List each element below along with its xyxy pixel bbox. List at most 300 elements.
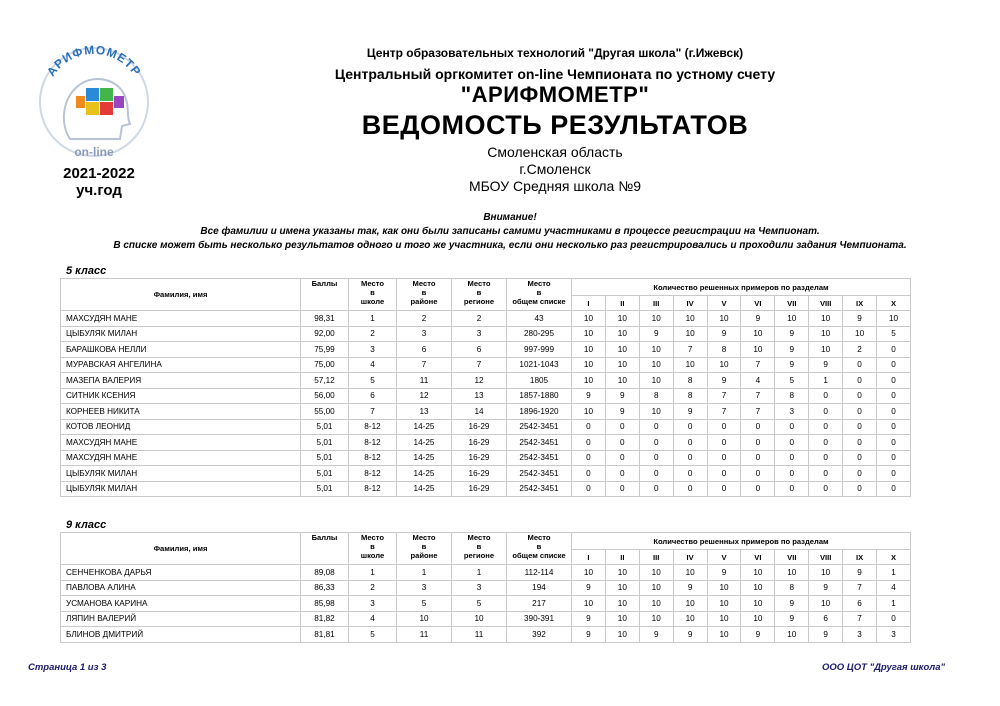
section-count: 0 xyxy=(605,419,639,435)
section-count: 10 xyxy=(741,596,775,612)
section-count: 1 xyxy=(809,373,843,389)
region-place: 11 xyxy=(452,627,507,643)
participant-name: КОРНЕЕВ НИКИТА xyxy=(61,404,301,420)
section-header: X xyxy=(877,296,911,311)
school-place: 8-12 xyxy=(349,435,397,451)
section-count: 10 xyxy=(639,596,673,612)
section-count: 10 xyxy=(605,326,639,342)
section-count: 10 xyxy=(741,580,775,596)
section-count: 10 xyxy=(605,627,639,643)
section-count: 0 xyxy=(843,388,877,404)
score: 85,98 xyxy=(301,596,349,612)
participant-name: СИТНИК КСЕНИЯ xyxy=(61,388,301,404)
district-place: 14-25 xyxy=(397,435,452,451)
participant-name: МАХСУДЯН МАНЕ xyxy=(61,435,301,451)
col-school-place-header: Место в школе xyxy=(349,279,397,311)
overall-place: 2542-3451 xyxy=(507,450,572,466)
table-row xyxy=(61,611,911,627)
overall-place: 2542-3451 xyxy=(507,466,572,482)
table-row xyxy=(61,450,911,466)
score: 56,00 xyxy=(301,388,349,404)
section-count: 0 xyxy=(572,435,606,451)
participant-name: ЦЫБУЛЯК МИЛАН xyxy=(61,481,301,497)
district-place: 6 xyxy=(397,342,452,358)
section-count: 10 xyxy=(605,373,639,389)
district-place: 12 xyxy=(397,388,452,404)
section-header: IX xyxy=(843,550,877,565)
overall-place: 1805 xyxy=(507,373,572,389)
section-count: 0 xyxy=(809,388,843,404)
location-city: г.Смоленск xyxy=(519,161,591,177)
table-row xyxy=(61,342,911,358)
section-header: IX xyxy=(843,296,877,311)
notice-title: Внимание! xyxy=(483,212,537,223)
section-count: 8 xyxy=(775,580,809,596)
section-count: 10 xyxy=(775,627,809,643)
section-count: 4 xyxy=(877,580,911,596)
section-count: 8 xyxy=(707,342,741,358)
location-school: МБОУ Средняя школа №9 xyxy=(468,178,642,194)
region-place: 1 xyxy=(452,565,507,581)
section-count: 0 xyxy=(775,450,809,466)
table-row xyxy=(61,326,911,342)
section-count: 7 xyxy=(707,388,741,404)
section-count: 10 xyxy=(741,326,775,342)
section-count: 1 xyxy=(877,565,911,581)
section-header: VII xyxy=(775,296,809,311)
section-count: 0 xyxy=(605,435,639,451)
region-place: 12 xyxy=(452,373,507,389)
section-count: 0 xyxy=(877,611,911,627)
school-place: 8-12 xyxy=(349,466,397,482)
section-count: 0 xyxy=(775,466,809,482)
section-count: 10 xyxy=(843,326,877,342)
section-count: 10 xyxy=(605,357,639,373)
section-count: 7 xyxy=(843,611,877,627)
section-count: 0 xyxy=(707,450,741,466)
section-header: V xyxy=(707,296,741,311)
score: 89,08 xyxy=(301,565,349,581)
section-count: 0 xyxy=(877,357,911,373)
participant-name: МАХСУДЯН МАНЕ xyxy=(61,450,301,466)
participant-name: ЛЯПИН ВАЛЕРИЙ xyxy=(61,611,301,627)
section-count: 6 xyxy=(843,596,877,612)
section-count: 5 xyxy=(775,373,809,389)
col-region-place-header: Место в регионе xyxy=(452,279,507,311)
section-header: II xyxy=(605,296,639,311)
section-count: 0 xyxy=(572,481,606,497)
school-place: 3 xyxy=(349,596,397,612)
section-count: 0 xyxy=(741,481,775,497)
school-place: 8-12 xyxy=(349,419,397,435)
participant-name: КОТОВ ЛЕОНИД xyxy=(61,419,301,435)
overall-place: 217 xyxy=(507,596,572,612)
region-place: 13 xyxy=(452,388,507,404)
score: 5,01 xyxy=(301,435,349,451)
section-count: 10 xyxy=(775,311,809,327)
section-count: 7 xyxy=(741,357,775,373)
logo-sub-text: on-line xyxy=(74,145,114,159)
section-count: 10 xyxy=(707,596,741,612)
section-count: 10 xyxy=(673,326,707,342)
section-count: 0 xyxy=(877,435,911,451)
school-place: 6 xyxy=(349,388,397,404)
district-place: 14-25 xyxy=(397,450,452,466)
notice-line-2: В списке может быть несколько результатов одного и того же участника, если они несколько раз регистрировались и проходили задания Чемпионата. xyxy=(113,240,907,251)
school-place: 8-12 xyxy=(349,450,397,466)
section-count: 0 xyxy=(673,450,707,466)
section-count: 10 xyxy=(639,311,673,327)
page-title: ВЕДОМОСТЬ РЕЗУЛЬТАТОВ xyxy=(361,110,749,140)
section-count: 0 xyxy=(572,419,606,435)
section-count: 0 xyxy=(673,419,707,435)
section-count: 0 xyxy=(639,435,673,451)
section-count: 0 xyxy=(843,435,877,451)
section-count: 0 xyxy=(809,435,843,451)
score: 5,01 xyxy=(301,450,349,466)
participant-name: МАХСУДЯН МАНЕ xyxy=(61,311,301,327)
table-row xyxy=(61,373,911,389)
section-count: 7 xyxy=(673,342,707,358)
overall-place: 997-999 xyxy=(507,342,572,358)
section-count: 2 xyxy=(843,342,877,358)
section-count: 3 xyxy=(775,404,809,420)
district-place: 11 xyxy=(397,627,452,643)
col-score-header: Баллы xyxy=(301,533,349,565)
section-count: 10 xyxy=(605,580,639,596)
overall-place: 390-391 xyxy=(507,611,572,627)
district-place: 3 xyxy=(397,580,452,596)
region-place: 16-29 xyxy=(452,450,507,466)
section-count: 9 xyxy=(775,342,809,358)
table-row xyxy=(61,388,911,404)
col-region-place-header: Место в регионе xyxy=(452,533,507,565)
section-count: 10 xyxy=(572,404,606,420)
school-place: 8-12 xyxy=(349,481,397,497)
logo-arc-text: АРИФМОМЕТР xyxy=(43,44,145,79)
section-count: 10 xyxy=(673,357,707,373)
section-count: 0 xyxy=(673,435,707,451)
overall-place: 112-114 xyxy=(507,565,572,581)
section-header: VIII xyxy=(809,296,843,311)
notice-line-1: Все фамилии и имена указаны так, как они были записаны самими участниками в процессе регистрации на Чемпионат. xyxy=(200,226,820,237)
participant-name: УСМАНОВА КАРИНА xyxy=(61,596,301,612)
class-label: 9 класс xyxy=(66,519,107,531)
section-count: 0 xyxy=(843,450,877,466)
section-count: 10 xyxy=(673,565,707,581)
section-count: 0 xyxy=(877,466,911,482)
col-district-place-header: Место в районе xyxy=(397,533,452,565)
section-count: 10 xyxy=(605,596,639,612)
overall-place: 280-295 xyxy=(507,326,572,342)
section-count: 10 xyxy=(741,342,775,358)
region-place: 16-29 xyxy=(452,466,507,482)
overall-place: 392 xyxy=(507,627,572,643)
table-row xyxy=(61,565,911,581)
section-count: 0 xyxy=(877,342,911,358)
region-place: 16-29 xyxy=(452,435,507,451)
region-place: 6 xyxy=(452,342,507,358)
section-count: 9 xyxy=(707,565,741,581)
section-count: 10 xyxy=(572,373,606,389)
participant-name: ПАВЛОВА АЛИНА xyxy=(61,580,301,596)
section-count: 0 xyxy=(707,419,741,435)
section-count: 7 xyxy=(843,580,877,596)
school-place: 2 xyxy=(349,326,397,342)
results-table xyxy=(60,532,911,643)
section-count: 7 xyxy=(707,404,741,420)
section-count: 10 xyxy=(707,580,741,596)
section-count: 9 xyxy=(775,326,809,342)
section-count: 10 xyxy=(809,311,843,327)
section-count: 0 xyxy=(809,481,843,497)
section-count: 0 xyxy=(809,450,843,466)
section-count: 10 xyxy=(775,565,809,581)
section-header: IV xyxy=(673,550,707,565)
region-place: 2 xyxy=(452,311,507,327)
score: 92,00 xyxy=(301,326,349,342)
col-sections-header: Количество решенных примеров по разделам xyxy=(572,533,911,550)
district-place: 14-25 xyxy=(397,419,452,435)
participant-name: ЦЫБУЛЯК МИЛАН xyxy=(61,326,301,342)
school-place: 5 xyxy=(349,373,397,389)
section-header: VII xyxy=(775,550,809,565)
section-count: 9 xyxy=(809,580,843,596)
district-place: 10 xyxy=(397,611,452,627)
district-place: 13 xyxy=(397,404,452,420)
col-overall-place-header: Место в общем списке xyxy=(507,533,572,565)
section-count: 0 xyxy=(741,450,775,466)
section-count: 0 xyxy=(741,435,775,451)
region-place: 10 xyxy=(452,611,507,627)
section-count: 0 xyxy=(605,450,639,466)
section-count: 0 xyxy=(877,481,911,497)
section-count: 10 xyxy=(572,596,606,612)
section-count: 10 xyxy=(707,357,741,373)
score: 55,00 xyxy=(301,404,349,420)
section-count: 0 xyxy=(707,481,741,497)
section-header: IV xyxy=(673,296,707,311)
section-count: 10 xyxy=(572,311,606,327)
school-place: 2 xyxy=(349,580,397,596)
overall-place: 194 xyxy=(507,580,572,596)
section-count: 9 xyxy=(572,611,606,627)
org-name: Центр образовательных технологий "Другая школа" (г.Ижевск) xyxy=(366,46,744,60)
section-count: 1 xyxy=(877,596,911,612)
section-count: 0 xyxy=(707,466,741,482)
section-count: 0 xyxy=(877,388,911,404)
section-count: 3 xyxy=(877,627,911,643)
section-count: 10 xyxy=(639,565,673,581)
section-count: 8 xyxy=(639,388,673,404)
table-row xyxy=(61,466,911,482)
section-count: 10 xyxy=(673,311,707,327)
score: 57,12 xyxy=(301,373,349,389)
page-counter: Страница 1 из 3 xyxy=(28,662,107,673)
footer-org: ООО ЦОТ "Другая школа" xyxy=(822,662,945,673)
section-count: 6 xyxy=(809,611,843,627)
school-place: 4 xyxy=(349,357,397,373)
section-count: 10 xyxy=(809,326,843,342)
col-district-place-header: Место в районе xyxy=(397,279,452,311)
overall-place: 1896-1920 xyxy=(507,404,572,420)
region-place: 5 xyxy=(452,596,507,612)
section-count: 3 xyxy=(843,627,877,643)
school-place: 1 xyxy=(349,565,397,581)
section-count: 0 xyxy=(809,466,843,482)
score: 5,01 xyxy=(301,419,349,435)
district-place: 5 xyxy=(397,596,452,612)
district-place: 14-25 xyxy=(397,481,452,497)
overall-place: 2542-3451 xyxy=(507,481,572,497)
school-place: 7 xyxy=(349,404,397,420)
section-count: 9 xyxy=(775,596,809,612)
section-count: 0 xyxy=(605,481,639,497)
section-count: 9 xyxy=(775,357,809,373)
academic-year: 2021-2022 уч.год xyxy=(63,165,135,199)
participant-name: ЦЫБУЛЯК МИЛАН xyxy=(61,466,301,482)
section-count: 0 xyxy=(843,481,877,497)
section-count: 9 xyxy=(572,388,606,404)
score: 5,01 xyxy=(301,481,349,497)
section-header: III xyxy=(639,550,673,565)
section-count: 9 xyxy=(673,580,707,596)
section-count: 10 xyxy=(639,342,673,358)
section-count: 9 xyxy=(605,404,639,420)
section-count: 10 xyxy=(639,580,673,596)
section-count: 9 xyxy=(707,326,741,342)
region-place: 7 xyxy=(452,357,507,373)
section-count: 10 xyxy=(673,611,707,627)
score: 86,33 xyxy=(301,580,349,596)
section-count: 9 xyxy=(775,611,809,627)
section-count: 9 xyxy=(605,388,639,404)
section-header: II xyxy=(605,550,639,565)
section-header: VI xyxy=(741,550,775,565)
section-count: 10 xyxy=(707,311,741,327)
section-count: 8 xyxy=(673,373,707,389)
participant-name: СЕНЧЕНКОВА ДАРЬЯ xyxy=(61,565,301,581)
participant-name: МАЗЕПА ВАЛЕРИЯ xyxy=(61,373,301,389)
col-name-header: Фамилия, имя xyxy=(61,279,301,311)
committee-name: Центральный оргкомитет on-line Чемпионата по устному счету xyxy=(334,66,776,82)
section-count: 5 xyxy=(877,326,911,342)
section-count: 0 xyxy=(707,435,741,451)
results-table xyxy=(60,278,911,497)
section-count: 9 xyxy=(639,627,673,643)
score: 75,00 xyxy=(301,357,349,373)
section-header: I xyxy=(572,296,606,311)
section-header: VI xyxy=(741,296,775,311)
col-overall-place-header: Место в общем списке xyxy=(507,279,572,311)
region-place: 16-29 xyxy=(452,419,507,435)
section-count: 0 xyxy=(572,450,606,466)
section-count: 10 xyxy=(605,611,639,627)
section-count: 10 xyxy=(741,565,775,581)
district-place: 11 xyxy=(397,373,452,389)
section-count: 10 xyxy=(673,596,707,612)
section-header: V xyxy=(707,550,741,565)
section-count: 0 xyxy=(741,419,775,435)
section-count: 10 xyxy=(741,611,775,627)
table-row xyxy=(61,580,911,596)
section-count: 9 xyxy=(572,580,606,596)
section-count: 0 xyxy=(775,481,809,497)
section-count: 0 xyxy=(877,404,911,420)
section-count: 4 xyxy=(741,373,775,389)
section-header: X xyxy=(877,550,911,565)
section-count: 10 xyxy=(639,373,673,389)
score: 75,99 xyxy=(301,342,349,358)
district-place: 3 xyxy=(397,326,452,342)
section-count: 0 xyxy=(843,373,877,389)
table-row xyxy=(61,596,911,612)
score: 5,01 xyxy=(301,466,349,482)
section-count: 10 xyxy=(605,565,639,581)
region-place: 16-29 xyxy=(452,481,507,497)
section-count: 0 xyxy=(639,450,673,466)
section-count: 9 xyxy=(809,357,843,373)
table-row xyxy=(61,435,911,451)
section-count: 9 xyxy=(673,404,707,420)
section-count: 10 xyxy=(639,357,673,373)
section-count: 8 xyxy=(775,388,809,404)
section-count: 0 xyxy=(639,419,673,435)
section-count: 0 xyxy=(877,373,911,389)
section-count: 0 xyxy=(673,481,707,497)
overall-place: 2542-3451 xyxy=(507,419,572,435)
table-row xyxy=(61,419,911,435)
section-count: 10 xyxy=(572,565,606,581)
section-count: 0 xyxy=(673,466,707,482)
section-header: I xyxy=(572,550,606,565)
section-count: 10 xyxy=(572,342,606,358)
section-count: 0 xyxy=(843,419,877,435)
section-count: 0 xyxy=(639,466,673,482)
region-place: 14 xyxy=(452,404,507,420)
section-count: 10 xyxy=(639,404,673,420)
participant-name: БЛИНОВ ДМИТРИЙ xyxy=(61,627,301,643)
section-count: 9 xyxy=(741,311,775,327)
section-count: 0 xyxy=(639,481,673,497)
section-count: 0 xyxy=(809,419,843,435)
section-count: 10 xyxy=(809,565,843,581)
participant-name: БАРАШКОВА НЕЛЛИ xyxy=(61,342,301,358)
region-place: 3 xyxy=(452,326,507,342)
location-region: Смоленская область xyxy=(487,144,623,160)
district-place: 7 xyxy=(397,357,452,373)
section-count: 0 xyxy=(843,466,877,482)
section-count: 9 xyxy=(707,373,741,389)
championship-name: "АРИФМОМЕТР" xyxy=(460,82,650,107)
school-place: 4 xyxy=(349,611,397,627)
section-count: 10 xyxy=(572,357,606,373)
section-count: 0 xyxy=(877,450,911,466)
section-count: 0 xyxy=(775,435,809,451)
section-count: 10 xyxy=(809,342,843,358)
table-row xyxy=(61,481,911,497)
section-count: 10 xyxy=(639,611,673,627)
section-header: III xyxy=(639,296,673,311)
section-count: 10 xyxy=(809,596,843,612)
section-count: 0 xyxy=(605,466,639,482)
section-count: 9 xyxy=(673,627,707,643)
table-row xyxy=(61,311,911,327)
section-count: 7 xyxy=(741,388,775,404)
overall-place: 1021-1043 xyxy=(507,357,572,373)
class-label: 5 класс xyxy=(66,265,107,277)
section-count: 0 xyxy=(809,404,843,420)
